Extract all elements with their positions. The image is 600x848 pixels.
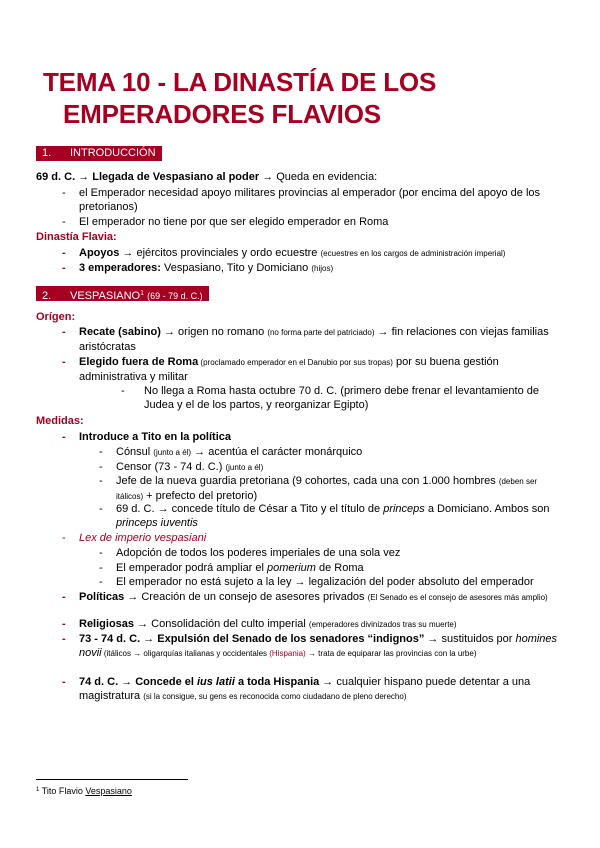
apoyos-rest: → ejércitos provinciales y ordo ecuestre [119,247,321,259]
lex-heading: Lex de imperio vespasiani [79,532,207,544]
tito-sub-3 [116,474,560,504]
origen-heading: Orígen: [36,311,76,323]
intro-bullet-2: El emperador no tiene por que ser elegido emperador en Roma [79,216,389,228]
bullet-dash: - [62,356,66,368]
expulsion-rest: → sustituidos por [424,633,516,645]
lex-sub-2 [116,561,364,575]
ius-latii: ius latii [196,676,235,688]
recate-rest-2: → fin relaciones con viejas familias aristócratas [79,326,549,353]
footnote-text: Tito Flavio [39,786,86,796]
dinastia-heading: Dinastía Flavia: [36,231,117,243]
section-heading-vespasiano [36,286,209,301]
bullet-dash: - [62,187,66,199]
bullet-dash: - [62,326,66,338]
elegido-rest: por su buena gestión administrativa y militar [79,356,499,383]
section-label: INTRODUCCIÓN [70,147,156,159]
bullet-dash: - [62,618,66,630]
expulsion-note-1: (itálicos → oligarquías italianas y occidentales [101,649,270,658]
apoyos-note: (ecuestres en los cargos de administración imperial) [320,249,506,258]
footnote-underlined: Vespasiano [85,786,132,796]
bullet-dash: - [99,562,103,574]
lex-sub-2-a: El emperador podrá ampliar el [116,562,268,574]
bullet-dash: - [62,633,66,645]
bullet-dash: - [62,247,66,259]
recate-note: (no forma parte del patriciado) [267,328,375,337]
politicas-rest: → Creación de un consejo de asesores privados [124,591,368,603]
politicas-note: (El Senado es el consejo de asesores más amplio) [367,593,548,602]
footnote-ref: 1 [140,290,145,297]
elegido-note: (proclamado emperador en el Danubio por sus tropas) [198,358,393,367]
tito-item: Introduce a Tito en la política [79,431,231,443]
tito-sub-2 [116,460,263,475]
apoyos-bold: Apoyos [79,247,120,259]
religiosas-item [79,617,457,632]
intro-lead [36,170,377,184]
title-line-2: EMPERADORES FLAVIOS [63,99,381,129]
tito-sub-3-note: (deben ser itálicos) [116,477,538,501]
section-heading-introduccion [36,146,162,161]
footnote-divider [36,779,188,780]
tito-sub-1 [116,445,362,460]
expulsion-homines-novii: homines novii [79,633,558,659]
religiosas-bold: Religiosas [79,618,135,630]
recate-bold: Recate (sabino) [79,326,161,338]
bullet-dash: - [62,676,66,688]
emperadores-note: (hijos) [311,264,334,273]
expulsion-note-hispania: (Hispania) [269,649,306,658]
intro-bullet-1: el Emperador necesidad apoyo militares provincias al emperador (por encima del apoyo de los pretorianos) [79,187,541,213]
bullet-dash: - [99,547,103,559]
lex-sub-1: Adopción de todos los poderes imperiales de una sola vez [116,547,401,559]
elegido-bold: Elegido fuera de Roma [79,356,199,368]
ius-rest: → cualquier hispano puede detentar a una magistratura [79,676,531,702]
intro-lead-rest: → Queda en evidencia: [259,171,378,183]
elegido-item [79,355,559,384]
tito-sub-1-b: → acentúa el carácter monárquico [191,446,363,458]
section-label: VESPASIANO [70,290,141,302]
tito-sub-4-b: a Domiciano. Ambos son [424,503,550,515]
emperadores-bold: 3 emperadores: [79,262,161,274]
expulsion-note-2: → trata de equiparar las provincias con la urbe) [305,649,477,658]
religiosas-note: (emperadores divinizados tras su muerte) [308,620,457,629]
expulsion-bold: 73 - 74 d. C. → Expulsión del Senado de los senadores “indignos” [79,633,425,645]
bullet-dash: - [99,503,103,515]
tito-sub-3-b: + prefecto del pretorio) [143,490,258,502]
bullet-dash: - [99,475,103,487]
elegido-subitem: No llega a Roma hasta octubre 70 d. C. (primero debe frenar el levantamiento de Judea y el de los partos, y reorganizar Egipto) [144,385,539,411]
tito-sub-1-a: Cónsul [116,446,154,458]
section-number: 1. [42,147,52,159]
politicas-item [79,590,559,605]
footnote [36,784,132,797]
tito-sub-1-note: (junto a él) [153,448,192,457]
tito-sub-2-note: (junto a él) [225,463,264,472]
bullet-dash: - [99,461,103,473]
bullet-dash: - [99,446,103,458]
ius-bold-1: 74 d. C. → Concede el [79,676,197,688]
religiosas-rest: → Consolidación del culto imperial [134,618,309,630]
politicas-bold: Políticas [79,591,125,603]
page-title [43,66,563,130]
bullet-dash: - [99,576,103,588]
medidas-heading: Medidas: [36,415,84,427]
bullet-dash: - [62,532,66,544]
bullet-dash: - [121,385,125,397]
ius-latii-item [79,675,559,704]
tito-sub-4-princeps: princeps [383,503,425,515]
bullet-dash: - [62,591,66,603]
expulsion-item [79,632,559,661]
tito-sub-4-princeps-iuventis: princeps iuventis [116,517,198,529]
tito-sub-4-a: 69 d. C. → concede título de César a Tito y el título de [116,503,384,515]
intro-lead-bold: 69 d. C. → Llegada de Vespasiano al poder [36,171,260,183]
section-dates: (69 - 79 d. C.) [147,291,203,301]
title-line-1: TEMA 10 - LA DINASTÍA DE LOS [43,67,437,97]
emperadores-item [79,261,333,276]
bullet-dash: - [62,431,66,443]
bullet-dash: - [62,262,66,274]
bullet-dash: - [62,216,66,228]
lex-sub-3: El emperador no está sujeto a la ley → legalización del poder absoluto del emperador [116,576,534,588]
recate-item [79,325,559,354]
section-number: 2. [42,290,52,302]
apoyos-item [79,246,505,261]
lex-sub-2-pomerium: pomerium [267,562,316,574]
lex-sub-2-b: de Roma [315,562,364,574]
ius-note: (si la consigue, su gens es reconocida como ciudadano de pleno derecho) [143,692,407,701]
tito-sub-4 [116,502,560,530]
recate-rest: → origen no romano [160,326,268,338]
ius-bold-2: a toda Hispania [234,676,320,688]
footnote-mark: 1 [36,787,40,793]
emperadores-rest: Vespasiano, Tito y Domiciano [160,262,312,274]
tito-sub-3-a: Jefe de la nueva guardia pretoriana (9 cohortes, cada una con 1.000 hombres [116,475,499,487]
tito-sub-2-a: Censor (73 - 74 d. C.) [116,461,226,473]
